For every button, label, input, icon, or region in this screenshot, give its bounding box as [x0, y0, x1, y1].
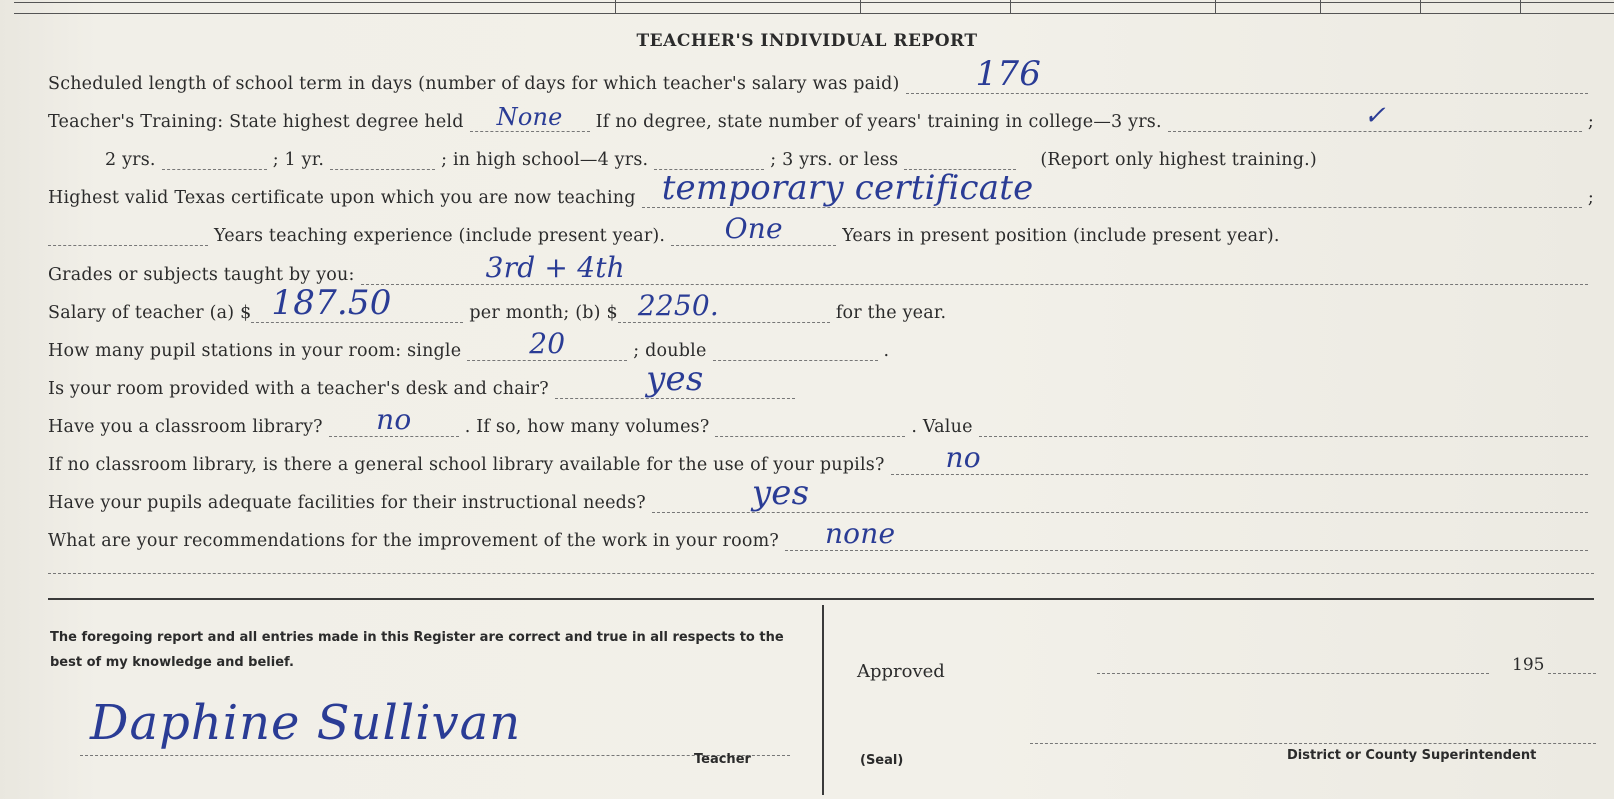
experience-label: Years teaching experience (include present year).	[214, 226, 666, 246]
two-yrs-field[interactable]	[162, 147, 267, 170]
desk-label: Is your room provided with a teacher's desk and chair?	[48, 379, 549, 399]
salary-year-field[interactable]	[618, 289, 830, 323]
salary-month-field[interactable]	[251, 283, 463, 323]
double-label: ; double	[633, 341, 707, 361]
grades-row	[48, 251, 1594, 285]
double-stations-field[interactable]	[713, 338, 878, 361]
grades-value: 3rd + 4th	[485, 251, 625, 284]
certificate-label: Highest valid Texas certificate upon which you are now teaching	[48, 188, 636, 208]
per-month-label: per month; (b) $	[469, 303, 618, 323]
present-position-label: Years in present position (include present year).	[842, 226, 1280, 246]
single-stations-field[interactable]	[467, 327, 627, 361]
year-prefix: 195	[1512, 655, 1545, 675]
period-1: .	[883, 341, 890, 361]
general-library-row	[48, 441, 1594, 475]
facilities-field[interactable]	[652, 473, 1588, 513]
library-row	[48, 403, 1594, 437]
teacher-signature: Daphine Sullivan	[90, 695, 522, 751]
seal-label: (Seal)	[860, 753, 904, 768]
college-years-label: If no degree, state number of years' training in college—3 yrs.	[595, 112, 1162, 132]
library-value: no	[376, 403, 412, 436]
facilities-label: Have your pupils adequate facilities for their instructional needs?	[48, 493, 646, 513]
recommendations-field[interactable]	[785, 517, 1588, 551]
semicolon-2: ;	[1587, 188, 1594, 208]
salary-row	[48, 283, 1594, 323]
for-year-label: for the year.	[835, 303, 947, 323]
grades-field[interactable]	[361, 251, 1588, 285]
desk-field[interactable]	[555, 359, 795, 399]
term-length-label: Scheduled length of school term in days (number of days for which teacher's salary was paid)	[48, 74, 900, 94]
degree-field[interactable]	[470, 103, 590, 132]
recommendations-row	[48, 517, 1594, 551]
high-school-field[interactable]	[654, 147, 764, 170]
check-mark: ✓	[1363, 101, 1386, 131]
years-experience-field[interactable]	[48, 223, 208, 246]
recommendations-label: What are your recommendations for the improvement of the work in your room?	[48, 531, 779, 551]
extra-recommendations-line	[48, 573, 1594, 574]
salary-year-value: 2250.	[637, 289, 719, 322]
year-field[interactable]	[1548, 673, 1596, 674]
certificate-row	[48, 168, 1594, 208]
desk-row	[48, 359, 1594, 399]
teacher-signature-line[interactable]	[80, 685, 790, 756]
term-length-row	[48, 54, 1594, 94]
grades-label: Grades or subjects taught by you:	[48, 265, 355, 285]
teacher-label: Teacher	[694, 752, 751, 767]
term-length-field[interactable]	[906, 54, 1588, 94]
library-field[interactable]	[329, 403, 459, 437]
facilities-row	[48, 473, 1594, 513]
previous-table-edge	[0, 0, 1614, 18]
two-yrs-label: 2 yrs.	[105, 150, 156, 170]
vertical-divider	[822, 605, 824, 795]
certificate-value: temporary certificate	[661, 168, 1034, 208]
superintendent-signature-line[interactable]	[1030, 743, 1596, 744]
training-label: Teacher's Training: State highest degree held	[48, 112, 464, 132]
training-years-row	[105, 140, 1594, 170]
general-library-label: If no classroom library, is there a general school library available for the use of your pupils?	[48, 455, 885, 475]
certificate-field[interactable]	[642, 168, 1582, 208]
one-yr-field[interactable]	[330, 147, 435, 170]
report-title: TEACHER'S INDIVIDUAL REPORT	[636, 31, 978, 51]
facilities-value: yes	[751, 473, 810, 513]
recommendations-value: none	[824, 517, 896, 550]
high-school-label: ; in high school—4 yrs.	[441, 150, 649, 170]
present-years-field[interactable]	[671, 212, 836, 246]
certification-statement: The foregoing report and all entries made in this Register are correct and true in all respects to the best of my knowledge and belief.	[50, 630, 784, 670]
present-years-value: One	[724, 212, 783, 245]
three-or-less-label: ; 3 yrs. or less	[770, 150, 899, 170]
three-yrs-field[interactable]	[1168, 101, 1582, 132]
term-length-value: 176	[975, 54, 1042, 94]
salary-label: Salary of teacher (a) $	[48, 303, 252, 323]
library-value-field[interactable]	[979, 414, 1588, 437]
volumes-field[interactable]	[715, 414, 905, 437]
section-divider	[48, 598, 1594, 600]
approved-date-field[interactable]	[1097, 673, 1489, 674]
superintendent-label: District or County Superintendent	[1287, 748, 1537, 763]
desk-value: yes	[646, 359, 704, 399]
degree-value: None	[496, 103, 563, 131]
single-stations-value: 20	[529, 327, 566, 360]
general-library-value: no	[945, 441, 981, 474]
one-yr-label: ; 1 yr.	[272, 150, 325, 170]
experience-row	[48, 212, 1594, 246]
training-row	[48, 102, 1594, 132]
stations-row	[48, 327, 1594, 361]
semicolon-1: ;	[1587, 112, 1594, 132]
report-only-note: (Report only highest training.)	[1040, 150, 1317, 170]
stations-label: How many pupil stations in your room: single	[48, 341, 462, 361]
three-or-less-field[interactable]	[904, 147, 1016, 170]
library-label: Have you a classroom library?	[48, 417, 323, 437]
general-library-field[interactable]	[891, 441, 1588, 475]
volumes-label: . If so, how many volumes?	[464, 417, 710, 437]
approved-label: Approved	[857, 661, 945, 682]
value-label: . Value	[911, 417, 973, 437]
salary-month-value: 187.50	[271, 283, 392, 323]
